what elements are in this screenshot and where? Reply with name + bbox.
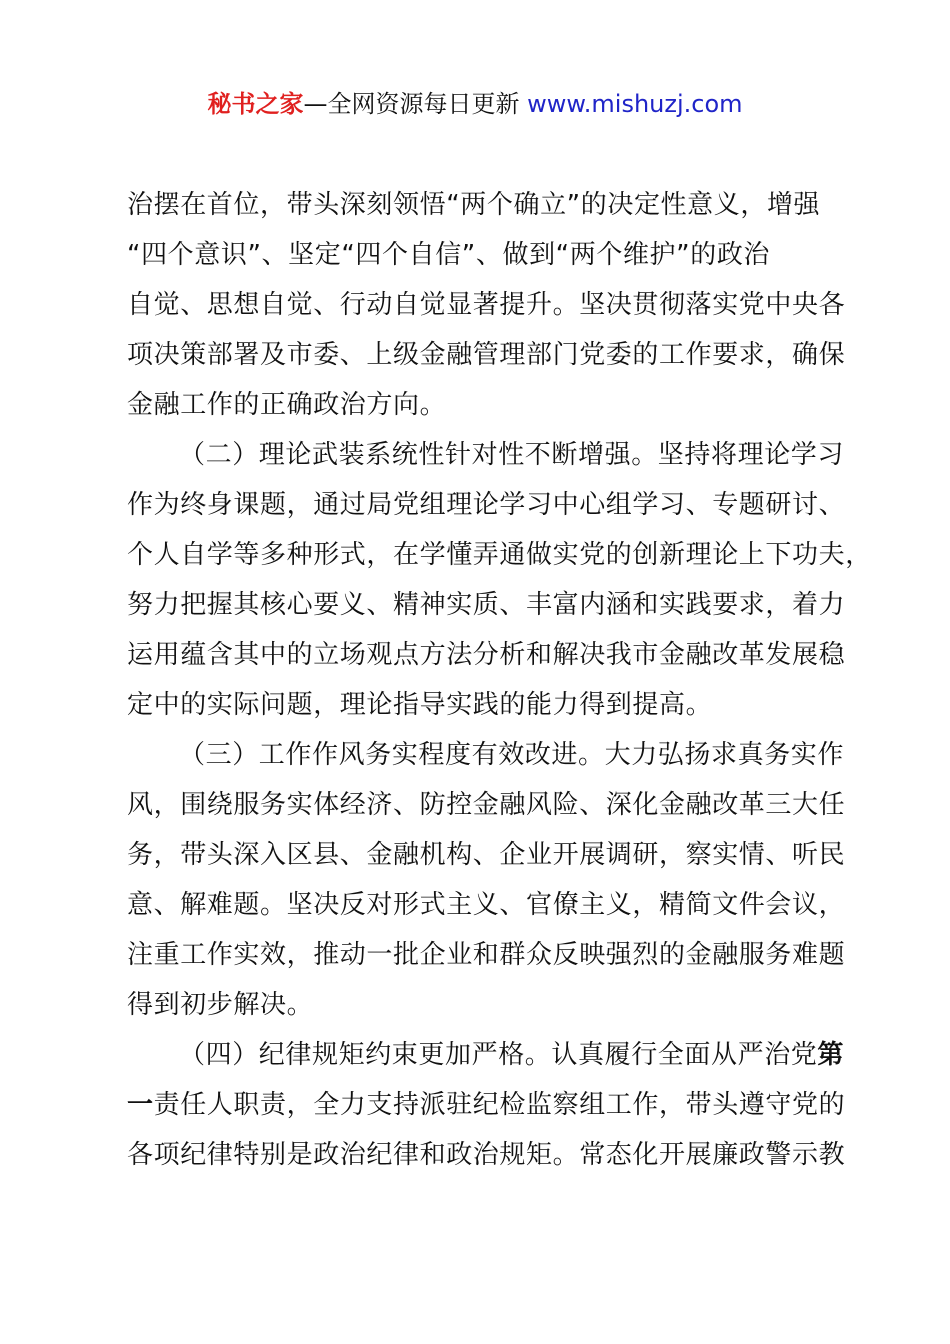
text-line: 意、解难题。坚决反对形式主义、官僚主义，精简文件会议， bbox=[127, 890, 846, 920]
text-line: 注重工作实效，推动一批企业和群众反映强烈的金融服务难题 bbox=[127, 940, 846, 970]
site-url-link[interactable]: www.mishuzj.com bbox=[527, 90, 743, 118]
text-line: （三）工作作风务实程度有效改进。大力弘扬求真务实作 bbox=[179, 740, 845, 770]
bold-text-segment: 一 bbox=[127, 1090, 154, 1120]
bold-text-segment: 第 bbox=[817, 1040, 845, 1070]
text-segment: 责任人职责，全力支持派驻纪检监察组工作，带头遵守党的 bbox=[153, 1090, 846, 1120]
text-line: 定中的实际问题，理论指导实践的能力得到提高。 bbox=[127, 690, 713, 720]
text-line: （二）理论武装系统性针对性不断增强。坚持将理论学习 bbox=[179, 440, 845, 470]
text-line: 运用蕴含其中的立场观点方法分析和解决我市金融改革发展稳 bbox=[127, 640, 846, 670]
text-line: 务，带头深入区县、金融机构、企业开展调研，察实情、听民 bbox=[127, 840, 846, 870]
text-line: 金融工作的正确政治方向。 bbox=[127, 390, 447, 420]
paragraph-4 bbox=[127, 1030, 846, 1180]
text-line: 风，围绕服务实体经济、防控金融风险、深化金融改革三大任 bbox=[127, 790, 846, 820]
text-line: 得到初步解决。 bbox=[127, 990, 314, 1020]
text-line: 努力把握其核心要义、精神实质、丰富内涵和实践要求，着力 bbox=[127, 590, 846, 620]
text-line: 各项纪律特别是政治纪律和政治规矩。常态化开展廉政警示教 bbox=[127, 1140, 846, 1170]
document-body bbox=[127, 180, 872, 1180]
text-line: 治摆在首位，带头深刻领悟“两个确立”的决定性意义，增强 bbox=[127, 190, 821, 220]
paragraph-3 bbox=[127, 730, 846, 1030]
text-line: 自觉、思想自觉、行动自觉显著提升。坚决贯彻落实党中央各 bbox=[127, 290, 846, 320]
site-header bbox=[0, 86, 950, 122]
text-line: “四个意识”、坚定“四个自信”、做到“两个维护”的政治 bbox=[127, 240, 771, 270]
paragraph-1 bbox=[127, 180, 846, 430]
site-slogan: —全网资源每日更新 bbox=[303, 90, 528, 118]
brand-name: 秘书之家 bbox=[207, 90, 304, 118]
text-line: 作为终身课题，通过局党组理论学习中心组学习、专题研讨、 bbox=[127, 490, 846, 520]
text-line bbox=[127, 1030, 845, 1080]
text-line bbox=[127, 1080, 846, 1130]
text-segment: （四）纪律规矩约束更加严格。认真履行全面从严治党 bbox=[179, 1040, 818, 1070]
paragraph-2 bbox=[127, 430, 872, 730]
text-line: 项决策部署及市委、上级金融管理部门党委的工作要求，确保 bbox=[127, 340, 846, 370]
text-line: 个人自学等多种形式，在学懂弄通做实党的创新理论上下功夫， bbox=[127, 540, 872, 570]
